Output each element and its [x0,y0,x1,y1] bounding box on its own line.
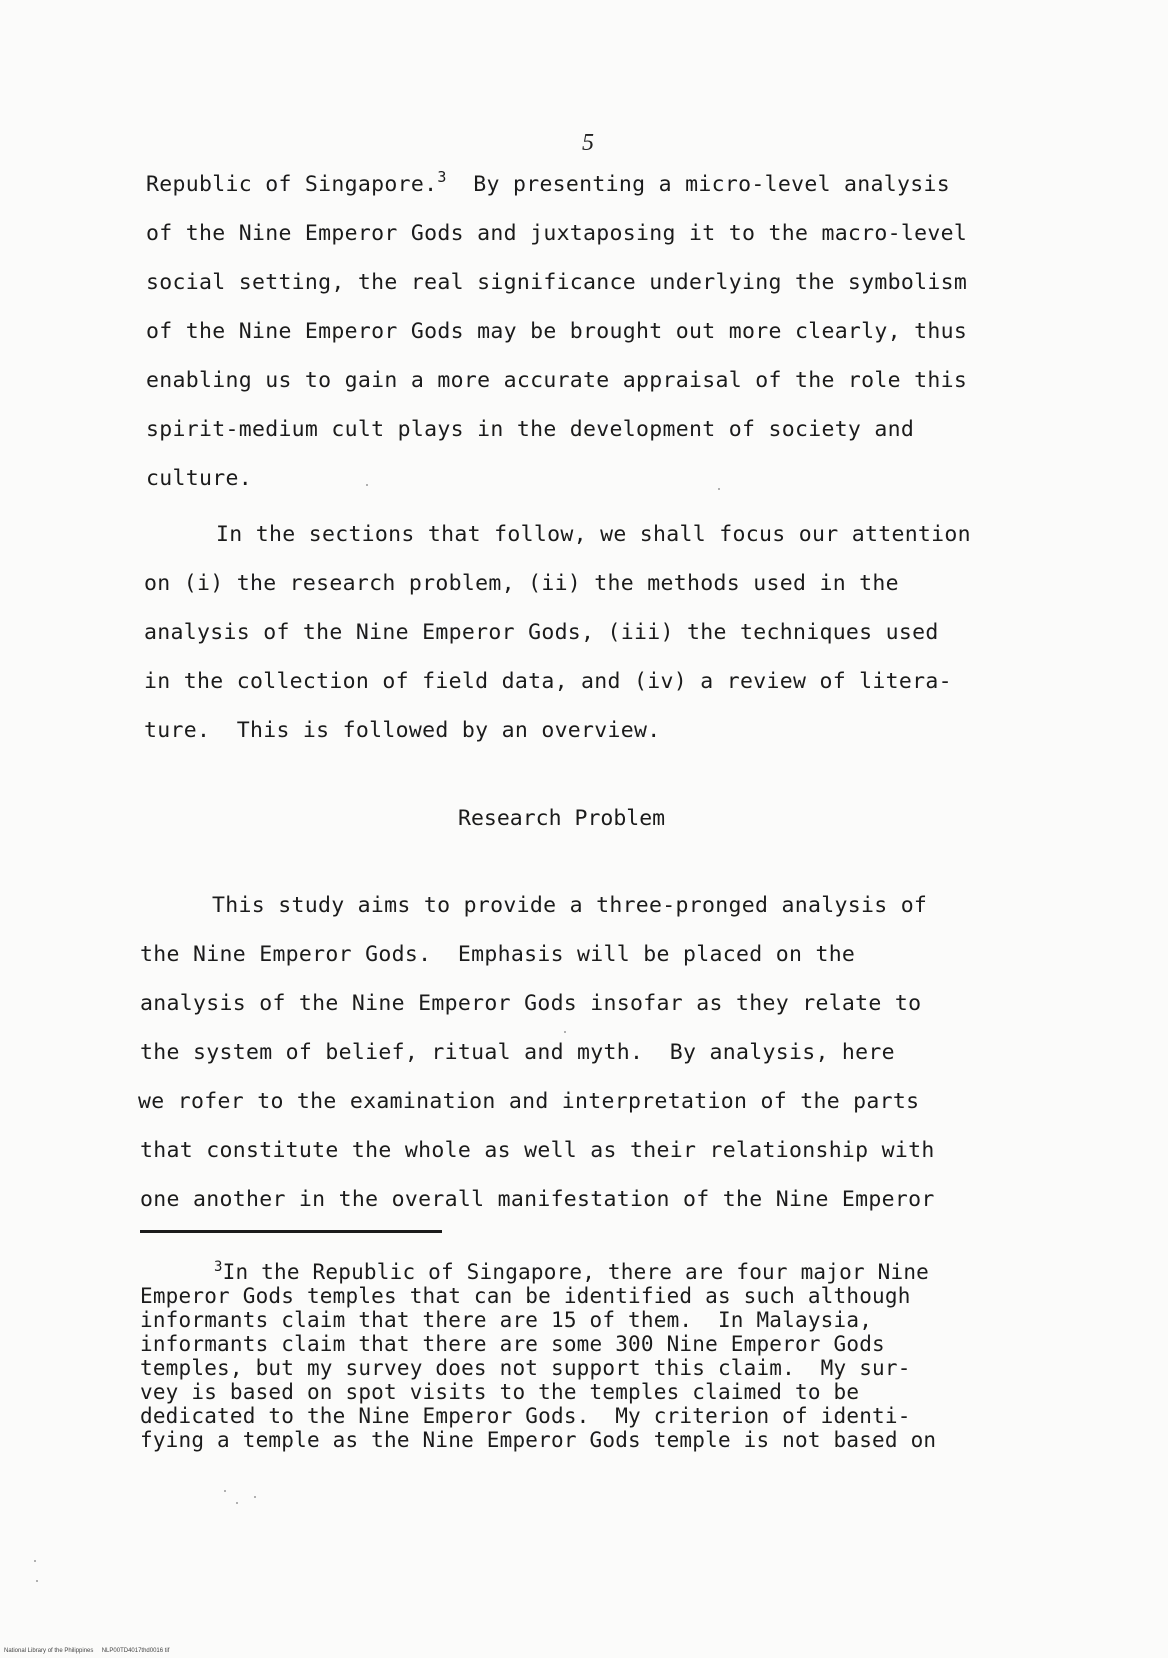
body-line: on (i) the research problem, (ii) the methods used in the [144,571,899,596]
page-number: 5 [582,130,594,156]
body-line: spirit-medium cult plays in the development of society and [146,417,915,442]
footnote-line: dedicated to the Nine Emperor Gods. My criterion of identi- [140,1404,911,1428]
footnote-line: temples, but my survey does not support this claim. My sur- [140,1356,911,1380]
scan-speck [564,1031,566,1033]
footnote-line: fying a temple as the Nine Emperor Gods temple is not based on [140,1428,937,1452]
scan-speck [224,1490,226,1492]
body-line: we rofer to the examination and interpretation of the parts [138,1089,920,1114]
scan-speck [236,1502,238,1504]
footnote-line: vey is based on spot visits to the temples claimed to be [140,1380,860,1404]
body-line: the Nine Emperor Gods. Emphasis will be placed on the [140,942,856,967]
scan-speck [36,1580,38,1582]
footnote-ref: 3 [437,168,447,186]
body-line: that constitute the whole as well as their relationship with [140,1138,935,1163]
footnote-line: informants claim that there are some 300 Nine Emperor Gods [140,1332,885,1356]
footnote-line: $^3$In the Republic of Singapore, there are four major Nine [214,1259,930,1284]
body-line: the system of belief, ritual and myth. By analysis, here [140,1040,895,1065]
scan-speck [366,484,368,486]
body-line: of the Nine Emperor Gods may be brought out more clearly, thus [146,319,968,344]
body-line: analysis of the Nine Emperor Gods insofar as they relate to [140,991,922,1016]
body-line: This study aims to provide a three-pronged analysis of [212,893,928,918]
footnote-line: Emperor Gods temples that can be identified as such although [140,1284,911,1308]
scan-speck [254,1496,256,1498]
body-line: In the sections that follow, we shall focus our attention [216,522,971,547]
body-line: of the Nine Emperor Gods and juxtaposing it to the macro-level [146,221,968,246]
scan-speck [718,488,720,490]
body-line: in the collection of field data, and (iv) a review of litera- [144,669,952,694]
scan-speck [34,1560,36,1562]
scan-footer: National Library of the Philippines NLP00TD4017thd0016 tif [4,1648,170,1654]
footnote-separator [140,1230,442,1233]
body-line: social setting, the real significance underlying the symbolism [146,270,968,295]
body-line: ture. This is followed by an overview. [144,718,661,743]
footnote-number: 3 [214,1259,223,1275]
body-line: analysis of the Nine Emperor Gods, (iii) the techniques used [144,620,939,645]
body-line: Republic of Singapore.$^3$ By presenting a micro-level analysis [146,168,951,197]
body-line: culture. [146,466,252,491]
body-line: enabling us to gain a more accurate appraisal of the role this [146,368,968,393]
section-heading: Research Problem [458,806,666,831]
body-line: one another in the overall manifestation of the Nine Emperor [140,1187,935,1212]
footnote-line: informants claim that there are 15 of them. In Malaysia, [140,1308,873,1332]
